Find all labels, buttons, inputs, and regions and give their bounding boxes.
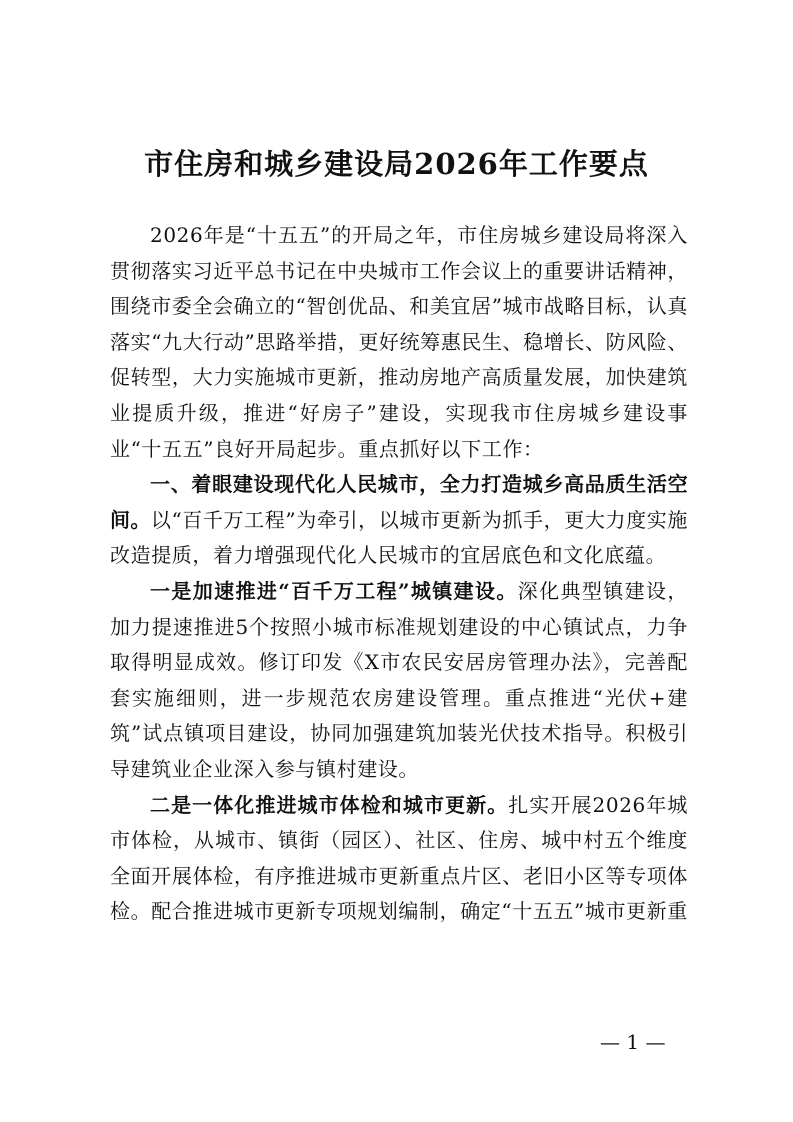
item-two-text: 扎实开展2026年城市体检，从城市、镇街（园区）、社区、住房、城中村五个维度全面开展体检，有序推进城市更新重点片区、老旧小区等专项体检。配合推进城市更新专项规划编制，确定“十五五”城市更新重 bbox=[110, 792, 688, 924]
document-body bbox=[110, 218, 688, 930]
item-two-heading: 二是一体化推进城市体检和城市更新。 bbox=[150, 792, 509, 817]
document-title: 市住房和城乡建设局2026年工作要点 bbox=[144, 147, 649, 181]
paragraph-item-one bbox=[110, 574, 688, 788]
paragraph-intro-text: 2026年是“十五五”的开局之年，市住房城乡建设局将深入贯彻落实习近平总书记在中央城市工作会议上的重要讲话精神，围绕市委全会确立的“智创优品、和美宜居”城市战略目标，认真落实“九大行动”思路举措，更好统筹惠民生、稳增长、防风险、促转型，大力实施城市更新，推动房地产高质量发展，加快建筑业提质升级，推进“好房子”建设，实现我市住房城乡建设事业“十五五”良好开局起步。重点抓好以下工作： bbox=[110, 223, 688, 461]
item-one-text: 深化典型镇建设，加力提速推进5个按照小城市标准规划建设的中心镇试点，力争取得明显成效。修订印发《X市农民安居房管理办法》，完善配套实施细则，进一步规范农房建设管理。重点推进“光伏+建筑”试点镇项目建设，协同加强建筑加装光伏技术指导。积极引导建筑业企业深入参与镇村建设。 bbox=[110, 578, 688, 781]
item-one-heading: 一是加速推进“百千万工程”城镇建设。 bbox=[150, 578, 518, 603]
page-number: — 1 — bbox=[600, 1030, 666, 1054]
paragraph-section-one bbox=[110, 467, 688, 574]
section-one-text: 以“百千万工程”为牵引，以城市更新为抓手，更大力度实施改造提质，着力增强现代化人民城市的宜居底色和文化底蕴。 bbox=[110, 507, 688, 568]
paragraph-intro bbox=[110, 218, 688, 467]
section-one-heading: 一、着眼建设现代化人民城市，全力打造城乡高品质生活空间。 bbox=[110, 472, 688, 532]
paragraph-item-two bbox=[110, 788, 688, 930]
